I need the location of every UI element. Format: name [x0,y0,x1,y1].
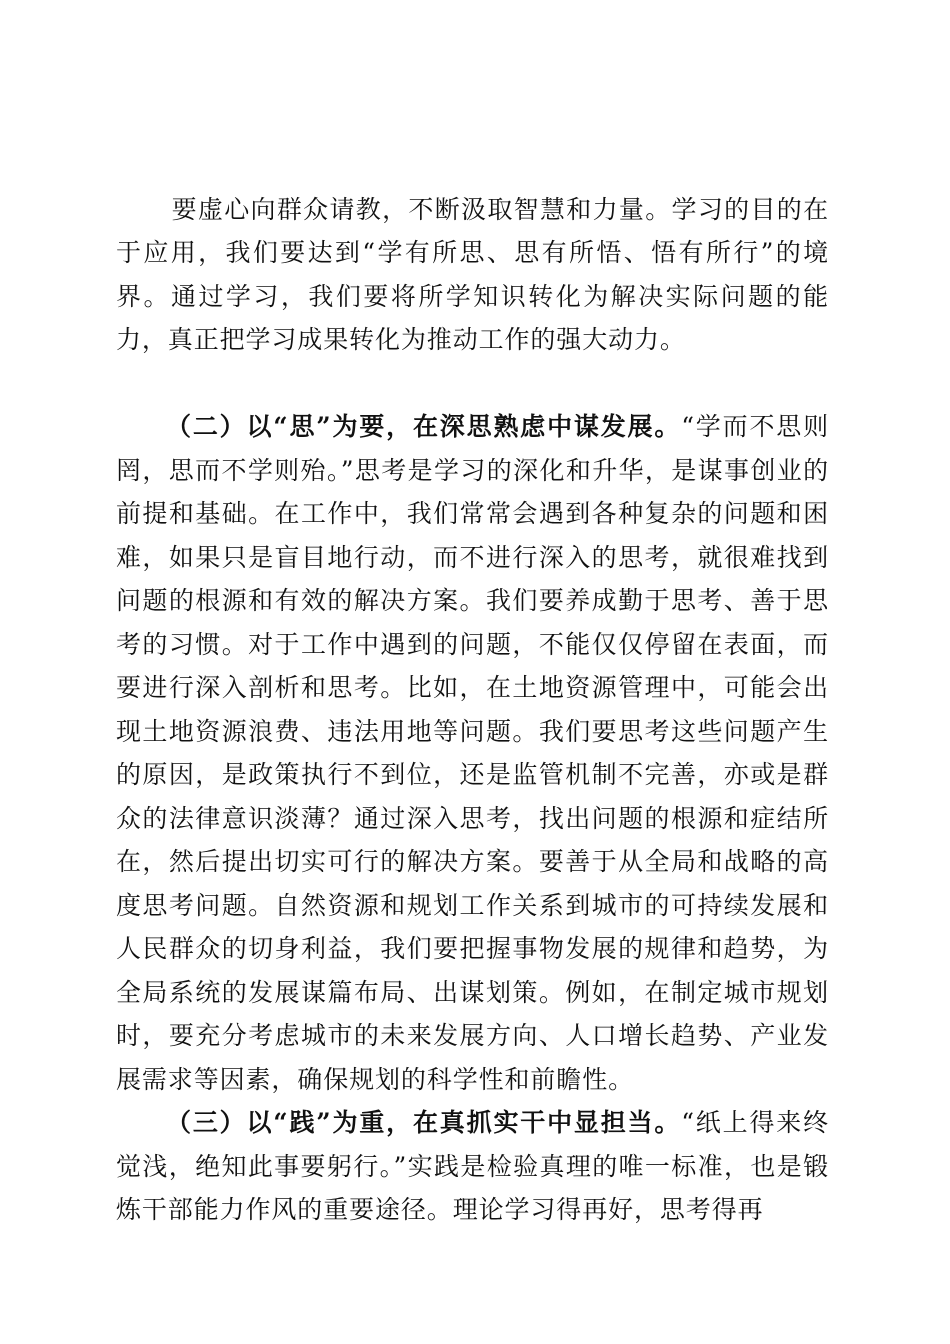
section-heading-2: （二）以“思”为要，在深思熟虑中谋发展。 [166,412,682,441]
paragraph-text: “学而不思则罔，思而不学则殆。”思考是学习的深化和升华，是谋事创业的前提和基础。在工作中，我们常常会遇到各种复杂的问题和困难，如果只是盲目地行动，而不进行深入的思考，就很难找到问题的根源和有效的解决方案。我们要养成勤于思考、善于思考的习惯。对于工作中遇到的问题，不能仅仅停留在表面，而要进行深入剖析和思考。比如，在土地资源管理中，可能会出现土地资源浪费、违法用地等问题。我们要思考这些问题产生的原因，是政策执行不到位，还是监管机制不完善，亦或是群众的法律意识淡薄？通过深入思考，找出问题的根源和症结所在，然后提出切实可行的解决方案。要善于从全局和战略的高度思考问题。自然资源和规划工作关系到城市的可持续发展和人民群众的切身利益，我们要把握事物发展的规律和趋势，为全局系统的发展谋篇布局、出谋划策。例如，在制定城市规划时，要充分考虑城市的未来发展方向、人口增长趋势、产业发展需求等因素，确保规划的科学性和前瞻性。 [116,412,829,1094]
paragraph-section-2 [116,405,829,1101]
paragraph-text: 要虚心向群众请教，不断汲取智慧和力量。学习的目的在于应用，我们要达到“学有所思、思有所悟、悟有所行”的境界。通过学习，我们要将所学知识转化为解决实际问题的能力，真正把学习成果转化为推动工作的强大动力。 [116,194,829,354]
document-body [116,144,829,1232]
paragraph-text: “纸上得来终觉浅，绝知此事要躬行。”实践是检验真理的唯一标准，也是锻炼干部能力作风的重要途径。理论学习得再好，思考得再 [116,1108,829,1224]
paragraph-continued [116,144,829,405]
section-heading-3: （三）以“践”为重，在真抓实干中显担当。 [166,1108,682,1137]
paragraph-section-3 [116,1101,829,1232]
